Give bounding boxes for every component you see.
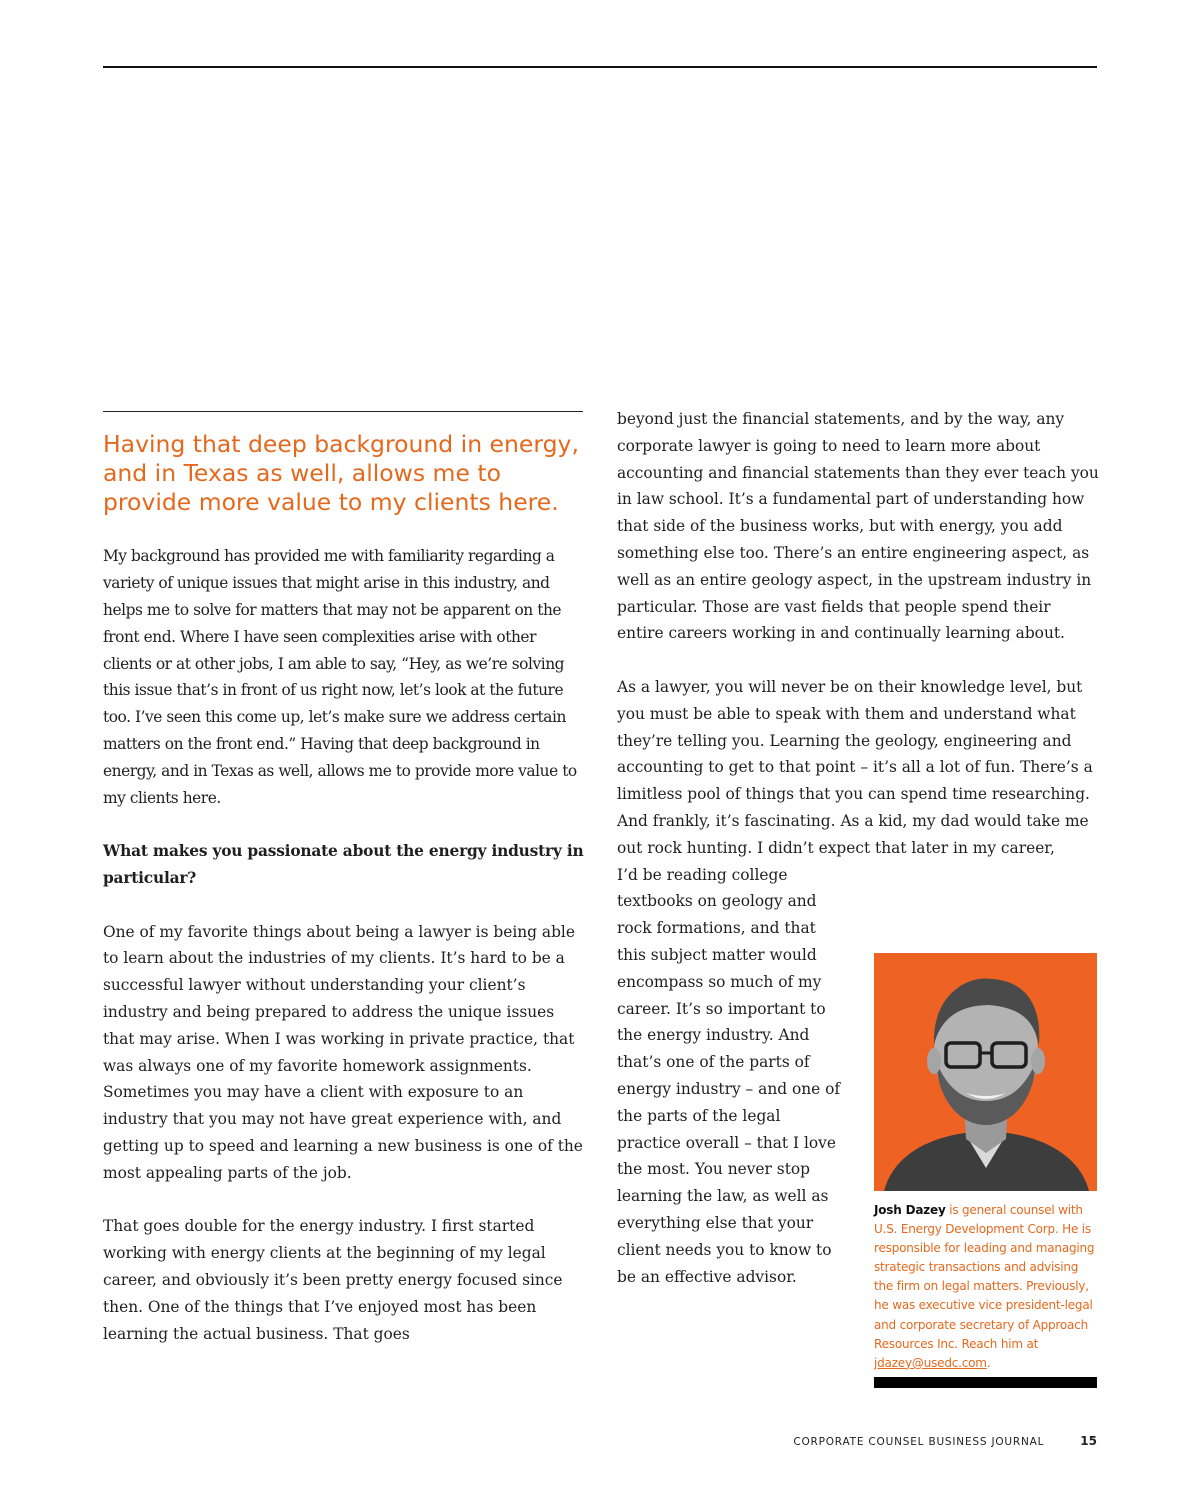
author-caption (874, 1201, 1100, 1373)
page-number: 15 (1080, 1434, 1097, 1448)
left-column (103, 411, 584, 1347)
right-paragraph-1: beyond just the financial statements, and by the way, any corporate lawyer is going to need to learn more about accounting and financial statements than they ever teach you in law school. It’s a fundamental part of understanding how that side of the business works, but with energy, you add something else too. There’s an entire engineering aspect, as well as an entire geology aspect, in the upstream industry in particular. Those are vast fields that people spend their entire careers working in and continually learning about. (617, 410, 1099, 643)
author-email-link[interactable]: jdazey@usedc.com (874, 1355, 987, 1370)
caption-bar (874, 1377, 1097, 1388)
pull-quote-rule (103, 411, 583, 412)
publication-name: CORPORATE COUNSEL BUSINESS JOURNAL (793, 1436, 1045, 1448)
author-bio: is general counsel with U.S. Energy Development Corp. He is responsible for leading and managing strategic transactions and advising the firm on legal matters. Previously, he was executive vice president-legal and corporate secretary of Approach Resources Inc. Reach him at (874, 1203, 1095, 1351)
caption-end: . (986, 1355, 991, 1370)
pull-quote: Having that deep background in energy, and in Texas as well, allows me to provide more value to my clients here. (103, 430, 579, 516)
left-paragraph-3: That goes double for the energy industry. I first started working with energy clients at the beginning of my legal career, and obviously it’s been pretty energy focused since then. One of the things that I’ve enjoyed most has been learning the actual business. That goes (103, 1217, 563, 1343)
interview-question: What makes you passionate about the energy industry in particular? (103, 842, 584, 887)
author-name: Josh Dazey (874, 1203, 946, 1217)
left-paragraph-2: One of my favorite things about being a lawyer is being able to learn about the industries of my clients. It’s hard to be a successful lawyer without understanding your client’s industry and being prepared to address the unique issues that may arise. When I was working in private practice, that was always one of my favorite homework assignments. Sometimes you may have a client with exposure to an industry that you may not have great experience with, and getting up to speed and learning a new business is one of the most appealing parts of the job. (103, 922, 583, 1182)
left-paragraph-1: My background has provided me with familiarity regarding a variety of unique issues that might arise in this industry, and helps me to solve for matters that may not be apparent on the front end. Where I have seen complexities arise with other clients or at other jobs, I am able to say, “Hey, as we’re solving this issue that’s in front of us right now, let’s look at the future too. I’ve seen this come up, let’s make sure we address certain matters on the front end.” Having that deep background in energy, and in Texas as well, allows me to provide more value to my clients here. (103, 547, 577, 807)
right-paragraph-2: As a lawyer, you will never be on their knowledge level, but you must be able to speak with them and understand what they’re telling you. Learning the geology, engineering and accounting to get to that point – it’s all a lot of fun. There’s a limitless pool of things that you can spend time researching. And frankly, it’s fascinating. As a kid, my dad would take me out rock hunting. I didn’t expect that later in my career, (617, 677, 1093, 857)
author-photo (874, 953, 1097, 1191)
right-paragraph-2-continued: I’d be reading college textbooks on geology and rock formations, and that this subject matter would encompass so much of my career. It’s so important to the energy industry. And that’s one of the parts of energy industry – and one of the parts of the legal practice overall – that I love the most. You never stop learning the law, as well as everything else that your client needs you to know to be an effective advisor. (617, 865, 841, 1286)
author-portrait-image (874, 953, 1097, 1191)
top-rule (103, 66, 1097, 68)
page-footer (793, 1434, 1097, 1448)
